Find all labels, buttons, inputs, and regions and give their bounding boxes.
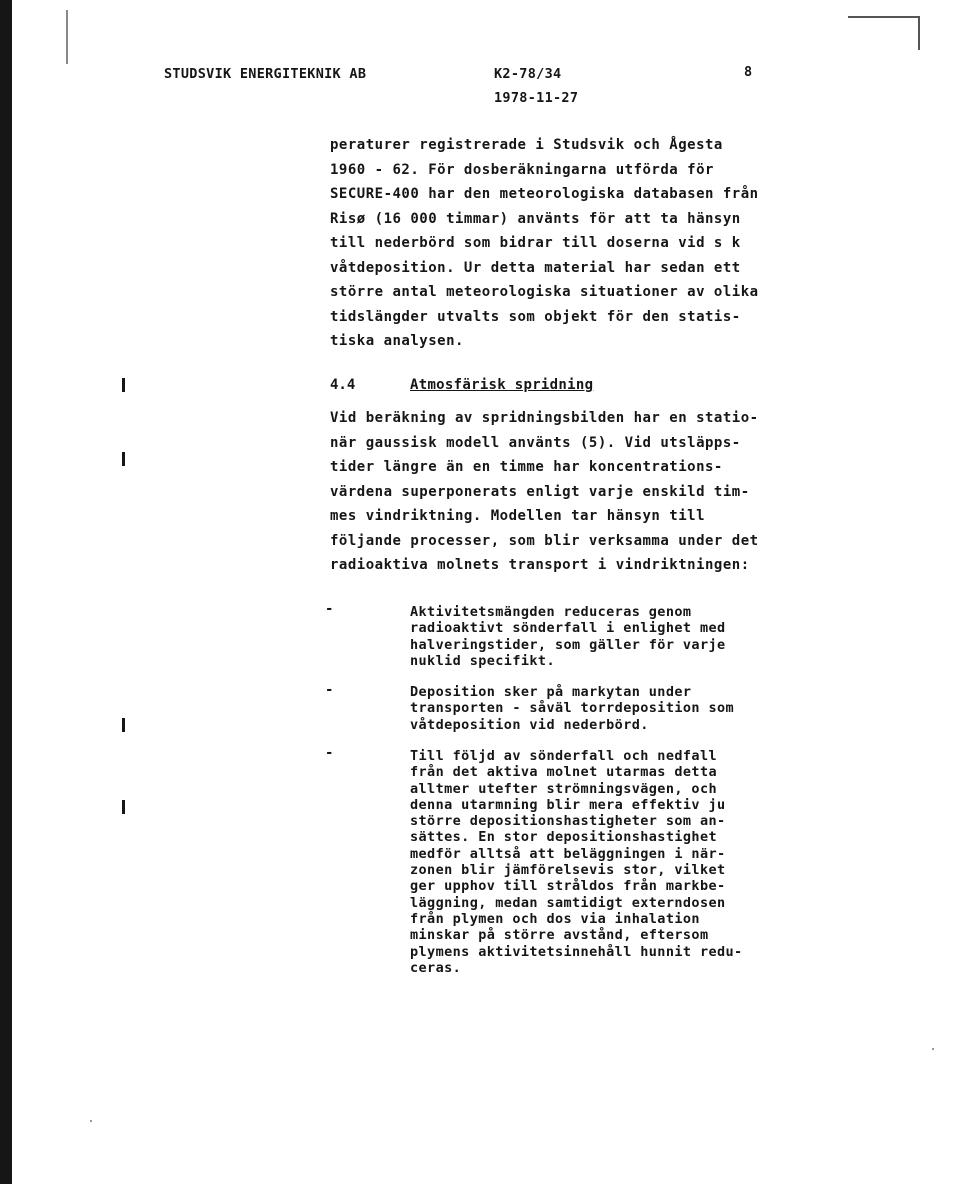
scan-speck: [932, 1048, 934, 1050]
company-name: STUDSVIK ENERGITEKNIK AB: [164, 66, 367, 82]
text-line: Deposition sker på markytan under: [410, 684, 692, 700]
text-line: zonen blir jämförelsevis stor, vilket: [410, 862, 726, 879]
text-line: tider längre än en timme har koncentrations-: [330, 459, 723, 475]
text-line: transporten - såväl torrdeposition som: [410, 700, 735, 717]
text-line: tidslängder utvalts som objekt för den statis-: [330, 308, 741, 325]
text-line: värdena superponerats enligt varje enskild tim-: [330, 483, 750, 500]
margin-mark: [122, 378, 125, 392]
text-line: sättes. En stor depositionshastighet: [410, 829, 717, 846]
page-number: 8: [744, 64, 753, 80]
section-number: 4.4: [330, 377, 356, 393]
bullet-item: [410, 604, 770, 669]
text-line: ger upphov till stråldos från markbe-: [410, 878, 726, 895]
bullet-marker: -: [325, 745, 334, 761]
text-line: läggning, medan samtidigt externdosen: [410, 894, 726, 911]
text-line: denna utarmning blir mera effektiv ju: [410, 796, 726, 813]
text-line: till nederbörd som bidrar till doserna vid s k: [330, 235, 741, 251]
bullet-item: [410, 684, 770, 733]
text-line: SECURE-400 har den meteorologiska databasen från: [330, 186, 759, 202]
bullet-marker: -: [325, 682, 334, 698]
bullet-item: [410, 748, 770, 976]
text-line: följande processer, som blir verksamma under det: [330, 532, 759, 549]
text-line: alltmer utefter strömningsvägen, och: [410, 780, 717, 797]
text-line: ceras.: [410, 959, 462, 976]
text-line: Vid beräkning av spridningsbilden har en statio-: [330, 410, 759, 426]
text-line: från plymen och dos via inhalation: [410, 910, 700, 927]
margin-mark: [122, 452, 125, 466]
text-line: peraturer registrerade i Studsvik och Ågesta: [330, 137, 723, 153]
text-line: våtdeposition. Ur detta material har sedan ett: [330, 259, 741, 276]
corner-mark: [848, 16, 920, 18]
text-line: när gaussisk modell använts (5). Vid utsläpps-: [330, 434, 741, 451]
report-date: 1978-11-27: [494, 90, 579, 106]
text-line: från det aktiva molnet utarmas detta: [410, 764, 717, 781]
text-line: större depositionshastigheter som an-: [410, 813, 726, 830]
text-line: Risø (16 000 timmar) använts för att ta hänsyn: [330, 210, 741, 227]
section-paragraph: [330, 406, 790, 578]
text-line: våtdeposition vid nederbörd.: [410, 716, 649, 733]
text-line: halveringstider, som gäller för varje: [410, 636, 726, 653]
margin-mark: [122, 800, 125, 814]
text-line: Till följd av sönderfall och nedfall: [410, 748, 717, 764]
text-line: större antal meteorologiska situationer av olika: [330, 284, 759, 300]
scan-speck: [90, 1120, 92, 1122]
corner-mark: [918, 16, 920, 50]
text-line: nuklid specifikt.: [410, 652, 555, 669]
text-line: minskar på större avstånd, eftersom: [410, 927, 709, 944]
text-line: radioaktivt sönderfall i enlighet med: [410, 620, 726, 637]
section-title: Atmosfärisk spridning: [410, 377, 594, 393]
margin-mark: [122, 718, 125, 732]
scan-mark: [66, 10, 68, 64]
report-id: K2-78/34: [494, 66, 562, 82]
scan-edge-bar: [0, 0, 12, 1184]
text-line: 1960 - 62. För dosberäkningarna utförda för: [330, 161, 714, 178]
text-line: Aktivitetsmängden reduceras genom: [410, 604, 692, 620]
intro-paragraph: [330, 133, 790, 354]
text-line: radioaktiva molnets transport i vindriktningen:: [330, 557, 750, 573]
bullet-marker: -: [325, 601, 334, 617]
text-line: medför alltså att beläggningen i när-: [410, 845, 726, 862]
text-line: plymens aktivitetsinnehåll hunnit redu-: [410, 943, 743, 960]
text-line: tiska analysen.: [330, 333, 464, 349]
text-line: mes vindriktning. Modellen tar hänsyn till: [330, 508, 706, 524]
